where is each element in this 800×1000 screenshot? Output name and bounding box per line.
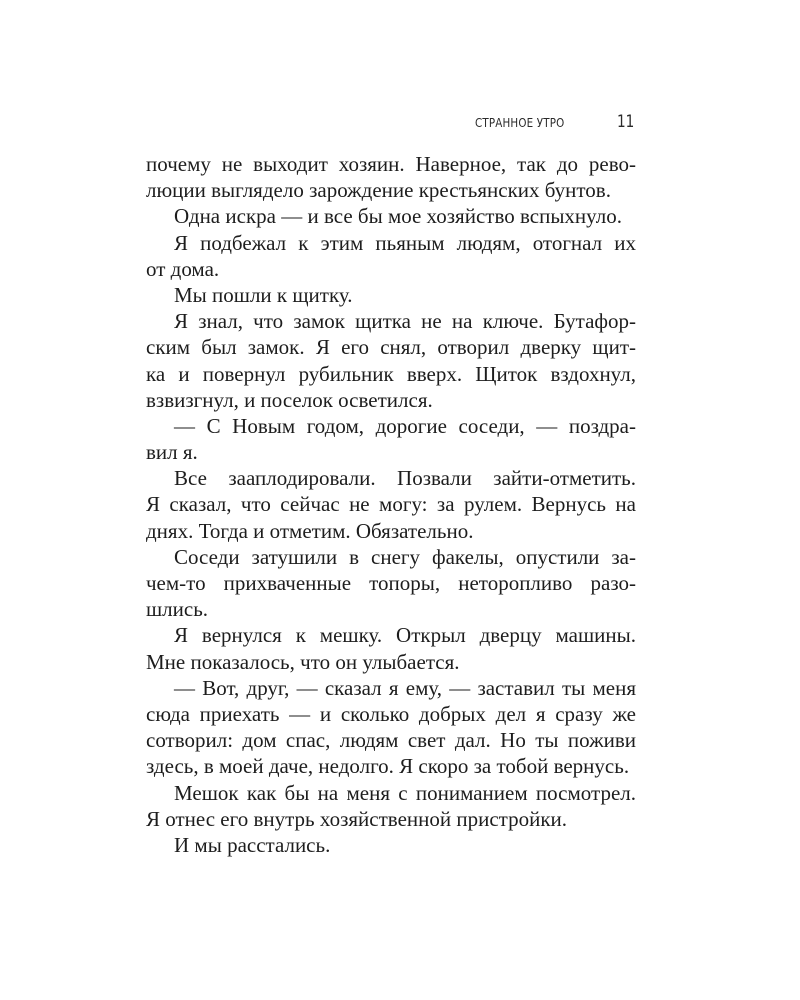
text-line: Соседи затушили в снегу факелы, опустили за- xyxy=(174,544,636,569)
page-number: 11 xyxy=(617,112,635,132)
text-line: Я вернулся к мешку. Открыл дверцу машины. xyxy=(174,623,636,648)
text-line: вил я. xyxy=(146,440,198,465)
text-line: Я отнес его внутрь хозяйственной пристройки. xyxy=(146,806,568,831)
text-line: Я сказал, что сейчас не могу: за рулем. Вернусь на xyxy=(146,492,636,517)
text-line: Я знал, что замок щитка не на ключе. Бутафор- xyxy=(174,309,636,334)
text-line: Я подбежал к этим пьяным людям, отогнал их xyxy=(174,230,636,255)
text-line: сотворил: дом спас, людям свет дал. Но ты поживи xyxy=(146,728,636,753)
text-line: ка и повернул рубильник вверх. Щиток вздохнул, xyxy=(146,361,636,386)
text-line: — С Новым годом, дорогие соседи, — поздра- xyxy=(174,413,636,438)
text-line: почему не выходит хозяин. Наверное, так до рево- xyxy=(146,152,636,176)
text-line: Мне показалось, что он улыбается. xyxy=(146,649,460,674)
text-line: днях. Тогда и отметим. Обязательно. xyxy=(146,518,474,543)
text-line: взвизгнул, и поселок осветился. xyxy=(146,387,433,412)
text-line: Одна искра — и все бы мое хозяйство вспыхнуло. xyxy=(174,204,622,229)
text-line: ским был замок. Я его снял, отворил дверку щит- xyxy=(146,335,636,360)
text-line: — Вот, друг, — сказал я ему, — заставил ты меня xyxy=(174,675,636,700)
body-text xyxy=(146,151,636,858)
text-line: здесь, в моей даче, недолго. Я скоро за тобой вернусь. xyxy=(146,754,630,779)
text-line: от дома. xyxy=(146,256,220,281)
text-line: Мешок как бы на меня с пониманием посмотрел. xyxy=(174,780,636,805)
chapter-title: СТРАННОЕ УТРО xyxy=(475,116,565,130)
text-line: И мы расстались. xyxy=(174,832,331,857)
text-line: Все зааплодировали. Позвали зайти-отметить. xyxy=(174,466,636,491)
text-line: чем-то прихваченные топоры, неторопливо разо- xyxy=(146,571,636,595)
text-line: Мы пошли к щитку. xyxy=(174,282,353,307)
running-head xyxy=(0,112,800,136)
text-line: шлись. xyxy=(146,597,209,622)
text-line: сюда приехать — и сколько добрых дел я сразу же xyxy=(146,701,636,726)
text-line: люции выглядело зарождение крестьянских бунтов. xyxy=(146,178,611,203)
